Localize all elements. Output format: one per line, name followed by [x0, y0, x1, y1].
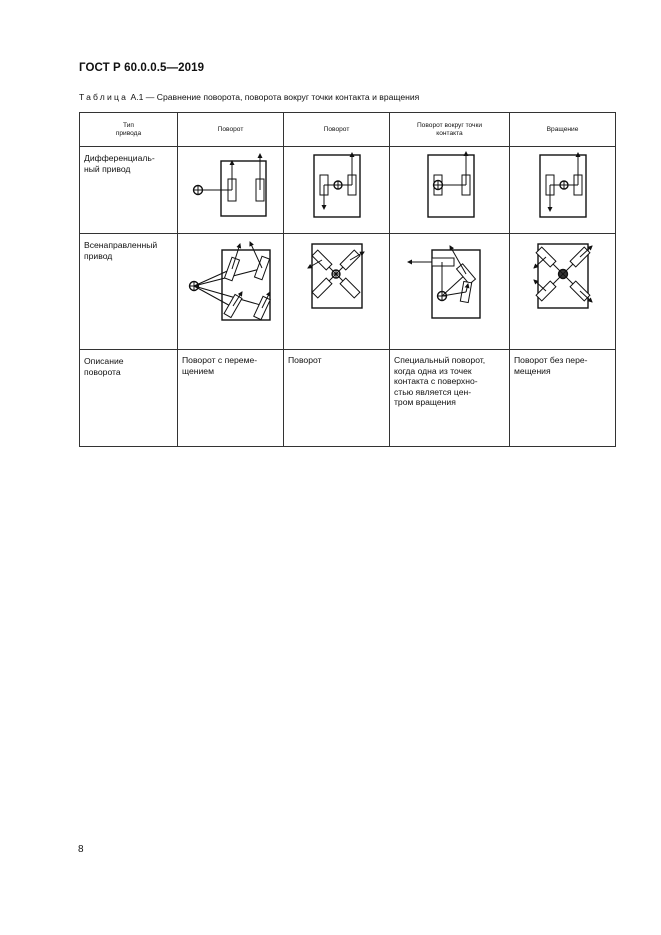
cell-diff-turn-displacement	[178, 147, 284, 234]
table-row-description	[80, 350, 616, 447]
header-rotation: Вращение	[510, 113, 616, 147]
document-header: ГОСТ Р 60.0.0.5—2019	[79, 62, 205, 74]
table-caption	[79, 92, 419, 102]
cell-omni-turn-displacement	[178, 234, 284, 350]
cell-diff-pivot	[390, 147, 510, 234]
omni-turn-with-displacement-icon	[178, 234, 284, 343]
cell-diff-rotation	[510, 147, 616, 234]
cell-diff-turn	[284, 147, 390, 234]
table-caption-text: А.1 — Сравнение поворота, поворота вокруг точки контакта и вращения	[130, 92, 420, 102]
differential-turn-icon	[284, 147, 390, 227]
header-pivot-line1: Поворот вокруг точки	[416, 121, 483, 129]
desc-turn	[284, 350, 390, 447]
desc-3-line4: стью является цен-	[394, 386, 472, 397]
header-drive-type	[80, 113, 178, 147]
row-label-omni-line1: Всенаправленный	[84, 240, 158, 250]
desc-1-line2: щением	[182, 365, 214, 376]
omni-pivot-turn-icon	[390, 234, 510, 343]
table-row-differential	[80, 147, 616, 234]
desc-rotation	[510, 350, 616, 447]
desc-3-line3: контакта с поверхно-	[394, 376, 478, 386]
desc-3-line5: тром вращения	[394, 397, 456, 407]
header-drive-type-line1: Тип	[123, 121, 134, 129]
row-label-description-line2: поворота	[84, 366, 121, 377]
desc-turn-with-displacement	[178, 350, 284, 447]
header-pivot-turn	[390, 113, 510, 147]
cell-omni-turn	[284, 234, 390, 350]
row-label-differential-line1: Дифференциаль-	[84, 153, 155, 163]
desc-2-line1: Поворот	[288, 355, 322, 365]
differential-turn-with-displacement-icon	[178, 147, 284, 227]
cell-omni-rotation	[510, 234, 616, 350]
desc-pivot-turn	[390, 350, 510, 447]
row-label-omnidirectional	[80, 234, 178, 350]
table-header-row	[80, 113, 616, 147]
row-label-description	[80, 350, 178, 447]
table-row-omnidirectional	[80, 234, 616, 350]
header-turn-with-displacement: Поворот	[178, 113, 284, 147]
desc-3-line1: Специальный поворот,	[394, 355, 486, 365]
header-drive-type-line2: привода	[115, 129, 142, 137]
desc-4-line1: Поворот без пере-	[514, 355, 588, 365]
row-label-differential-line2: ный привод	[84, 163, 131, 174]
desc-4-line2: мещения	[514, 365, 551, 376]
differential-pivot-turn-icon	[390, 147, 510, 227]
row-label-omni-line2: привод	[84, 250, 113, 261]
header-turn: Поворот	[284, 113, 390, 147]
page-number: 8	[78, 844, 84, 855]
row-label-differential	[80, 147, 178, 234]
table-caption-word: Таблица	[79, 92, 129, 102]
differential-rotation-icon	[510, 147, 616, 227]
comparison-table	[79, 112, 616, 447]
row-label-description-line1: Описание	[84, 356, 124, 366]
header-pivot-line2: контакта	[436, 129, 463, 137]
omni-turn-icon	[284, 234, 390, 343]
cell-omni-pivot	[390, 234, 510, 350]
desc-3-line2: когда одна из точек	[394, 365, 472, 376]
desc-1-line1: Поворот с переме-	[182, 355, 258, 365]
omni-rotation-icon	[510, 234, 616, 343]
